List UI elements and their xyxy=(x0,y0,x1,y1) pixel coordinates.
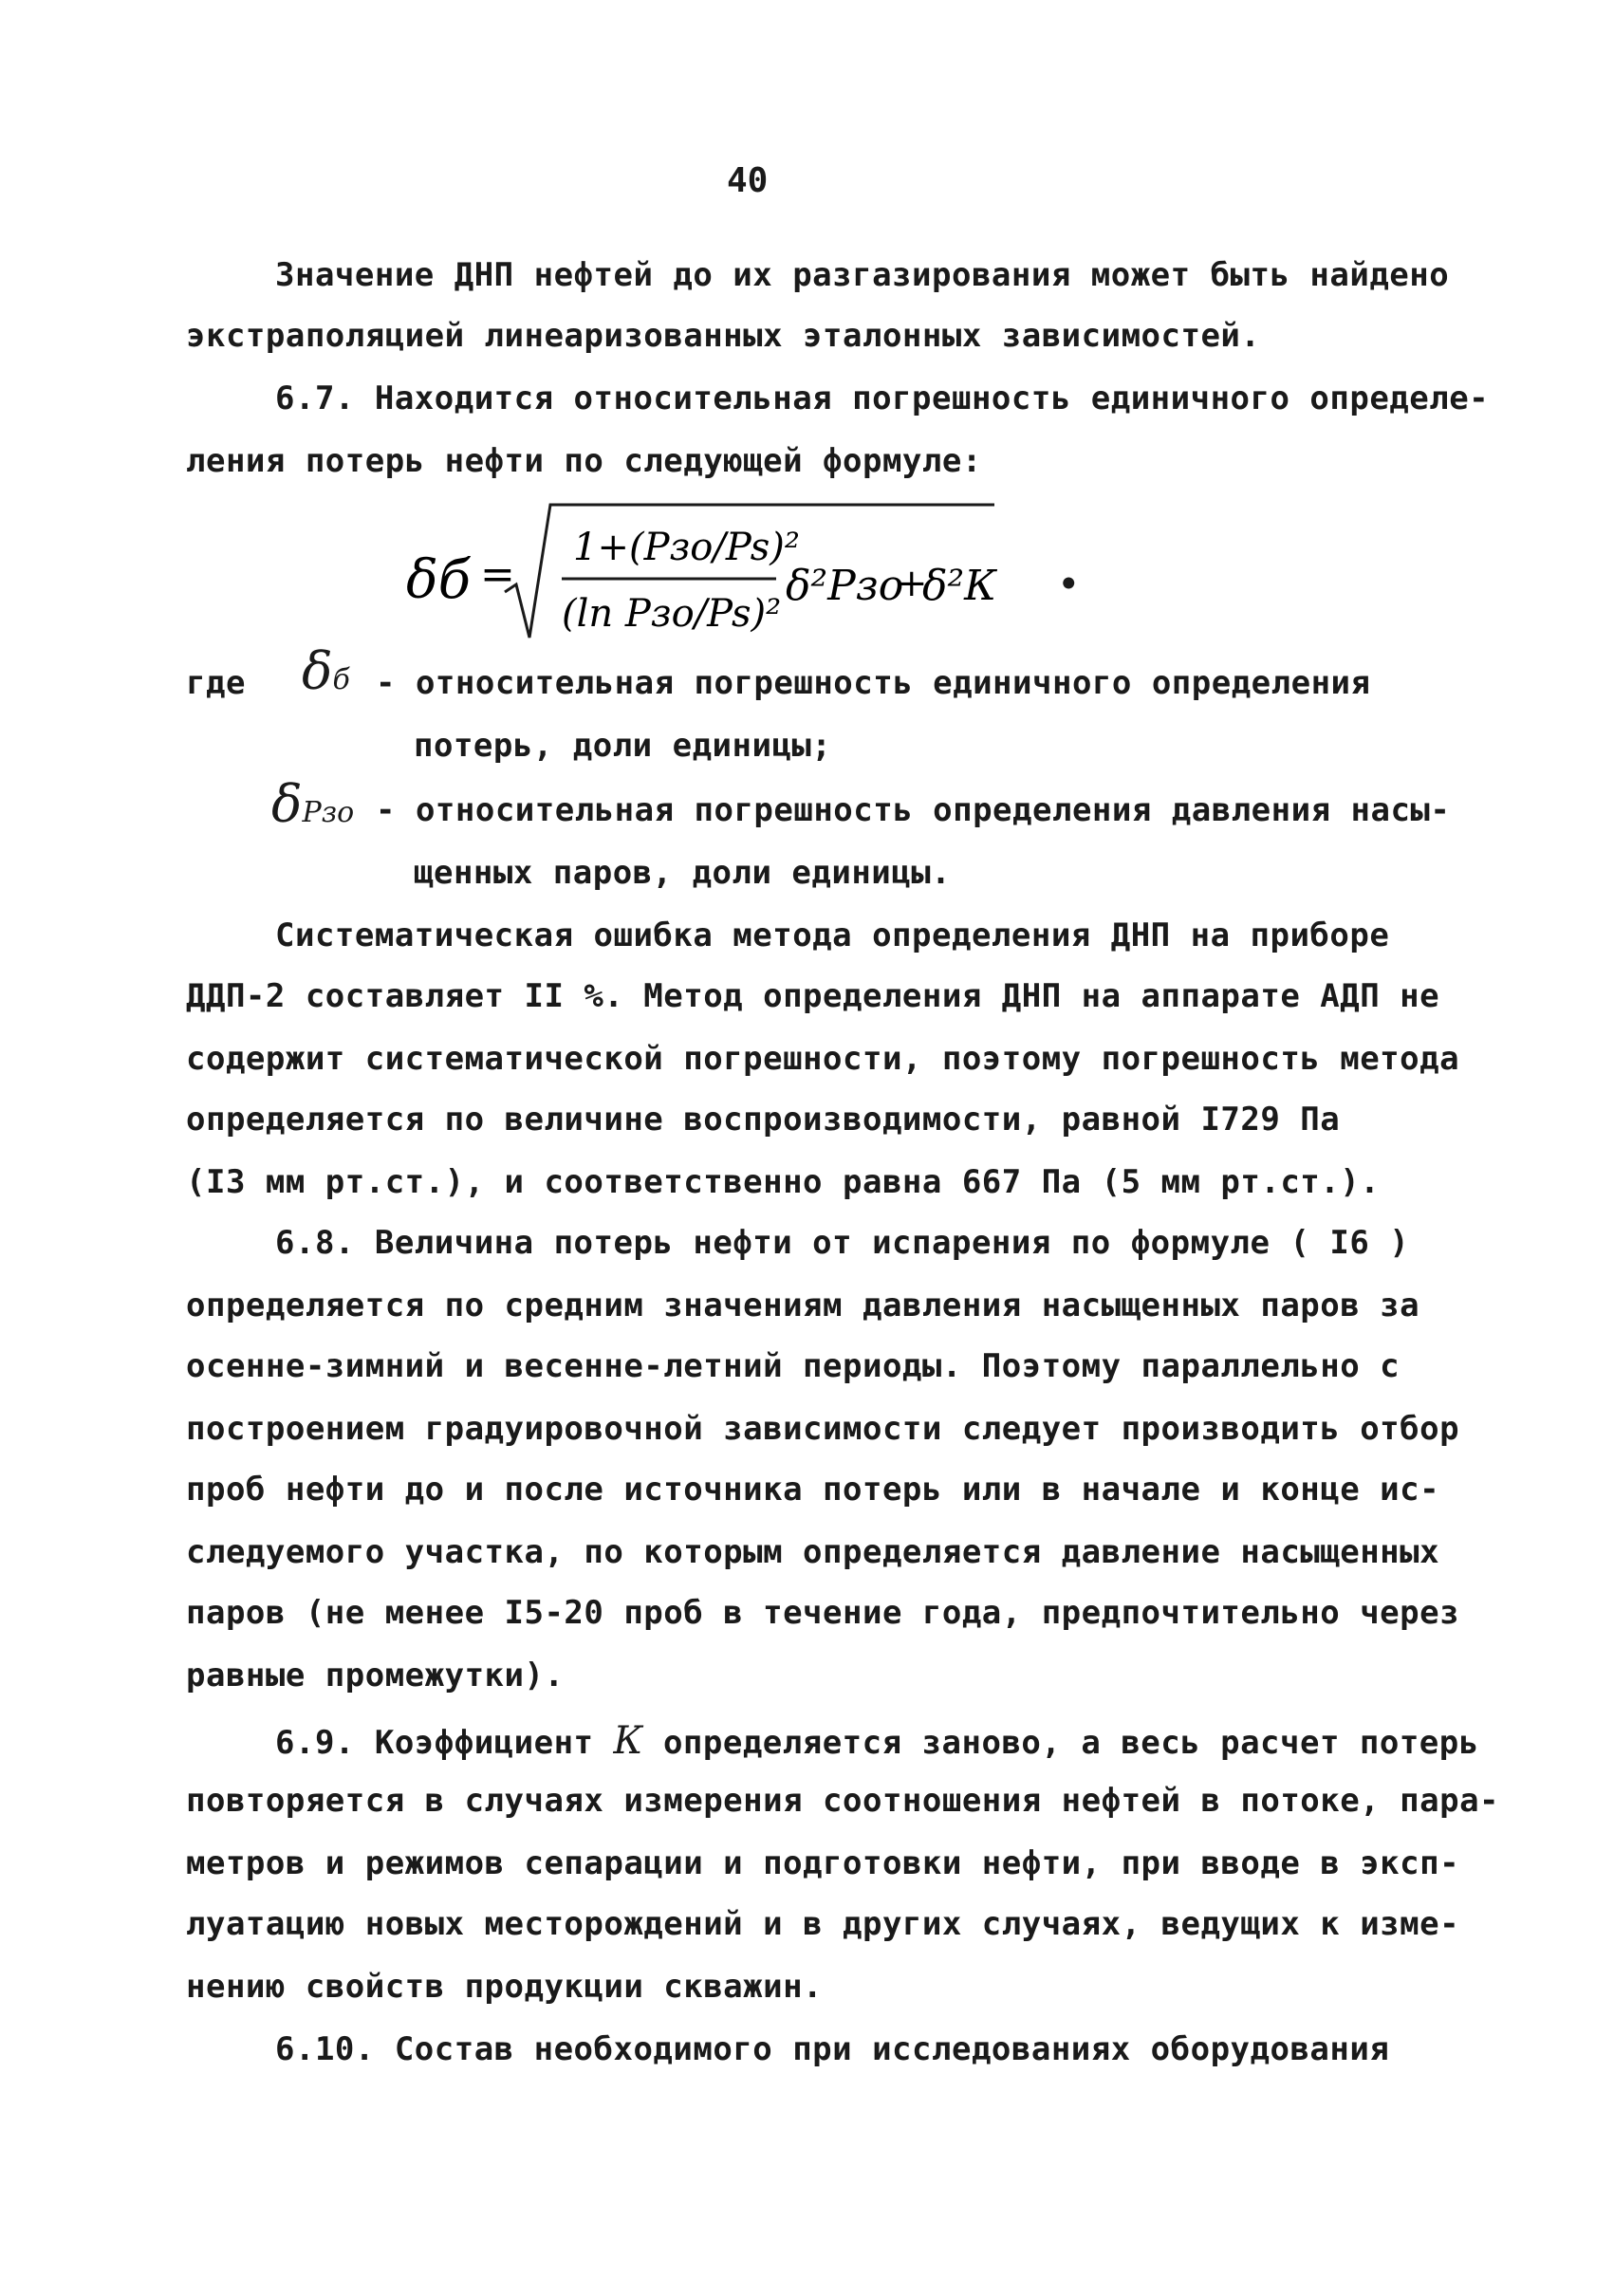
delta-subscript: б xyxy=(332,663,350,696)
paragraph-line: построением градуировочной зависимости следует производить отбор xyxy=(186,1410,1460,1448)
paragraph-line: ДДП-2 составляет II %. Метод определения ДНП на аппарате АДП не xyxy=(186,977,1440,1015)
formula-lhs: δб xyxy=(406,549,471,611)
delta-glyph: δ xyxy=(271,774,303,834)
formula-dot: • xyxy=(1059,565,1079,603)
paragraph-line: 6.8. Величина потерь нефти от испарения по формуле ( I6 ) xyxy=(275,1224,1410,1262)
paragraph-line: метров и режимов сепарации и подготовки нефти, при вводе в эксп- xyxy=(186,1844,1460,1882)
paragraph-line: экстраполяцией линеаризованных эталонных зависимостей. xyxy=(186,317,1261,355)
paragraph-line: следуемого участка, по которым определяется давление насыщенных xyxy=(186,1533,1440,1571)
paragraph-line: равные промежутки). xyxy=(186,1657,565,1694)
formula-plus: + xyxy=(896,562,928,605)
text-segment: определяется заново, а весь расчет потерь xyxy=(662,1724,1479,1762)
paragraph-line: проб нефти до и после источника потерь или в начале и конце ис- xyxy=(186,1471,1440,1509)
paragraph-line: 6.10. Состав необходимого при исследованиях оборудования xyxy=(275,2030,1390,2068)
paragraph-line xyxy=(275,1719,1479,1763)
formula-numerator: 1+(Pзо/Ps)² xyxy=(573,526,800,569)
paragraph-line: (I3 мм рт.ст.), и соответственно равна 667 Па (5 мм рт.ст.). xyxy=(186,1163,1381,1201)
paragraph-line: Систематическая ошибка метода определения ДНП на приборе xyxy=(275,917,1390,954)
paragraph-line: осенне-зимний и весенне-летний периоды. Поэтому параллельно с xyxy=(186,1347,1401,1385)
formula-svg xyxy=(406,493,1013,655)
definition-line: потерь, доли единицы; xyxy=(414,727,832,765)
paragraph-line: повторяется в случаях измерения соотношения нефтей в потоке, пара- xyxy=(186,1782,1500,1820)
paragraph-line: содержит систематической погрешности, поэтому погрешность метода xyxy=(186,1040,1460,1078)
paragraph-line: луатацию новых месторождений и в других случаях, ведущих к изме- xyxy=(186,1905,1460,1943)
formula-term-2: δ²К xyxy=(922,562,997,610)
paragraph-line: определяется по средним значениям давления насыщенных паров за xyxy=(186,1287,1420,1324)
page-number: 40 xyxy=(727,161,769,200)
paragraph-line: нению свойств продукции скважин. xyxy=(186,1968,824,2006)
paragraph-line: 6.7. Находится относительная погрешность единичного определе- xyxy=(275,380,1490,417)
paragraph-line: Значение ДНП нефтей до их разгазирования может быть найдено xyxy=(275,256,1450,294)
paragraph-line: ления потерь нефти по следующей формуле: xyxy=(186,442,982,480)
text-segment: 6.9. Коэффициент xyxy=(275,1724,594,1762)
formula-term-1: δ²Pзо xyxy=(786,562,904,610)
formula-equals: = xyxy=(480,550,515,599)
definition-line: щенных паров, доли единицы. xyxy=(414,854,952,892)
paragraph-line: паров (не менее I5-20 проб в течение года, предпочтительно через xyxy=(186,1594,1460,1632)
definition-line: - относительная погрешность единичного определения xyxy=(376,664,1371,702)
delta-glyph: δ xyxy=(302,641,333,701)
error-formula xyxy=(406,493,1013,655)
definition-line: - относительная погрешность определения давления насы- xyxy=(376,791,1451,829)
formula-denominator: (ln Pзо/Ps)² xyxy=(562,592,782,636)
delta-b-symbol xyxy=(302,641,350,701)
where-label: где xyxy=(186,664,246,702)
paragraph-line: определяется по величине воспроизводимости, равной I729 Па xyxy=(186,1101,1341,1139)
coefficient-k: К xyxy=(613,1719,643,1763)
delta-p-symbol xyxy=(271,774,354,834)
delta-subscript: Pзо xyxy=(302,796,355,829)
